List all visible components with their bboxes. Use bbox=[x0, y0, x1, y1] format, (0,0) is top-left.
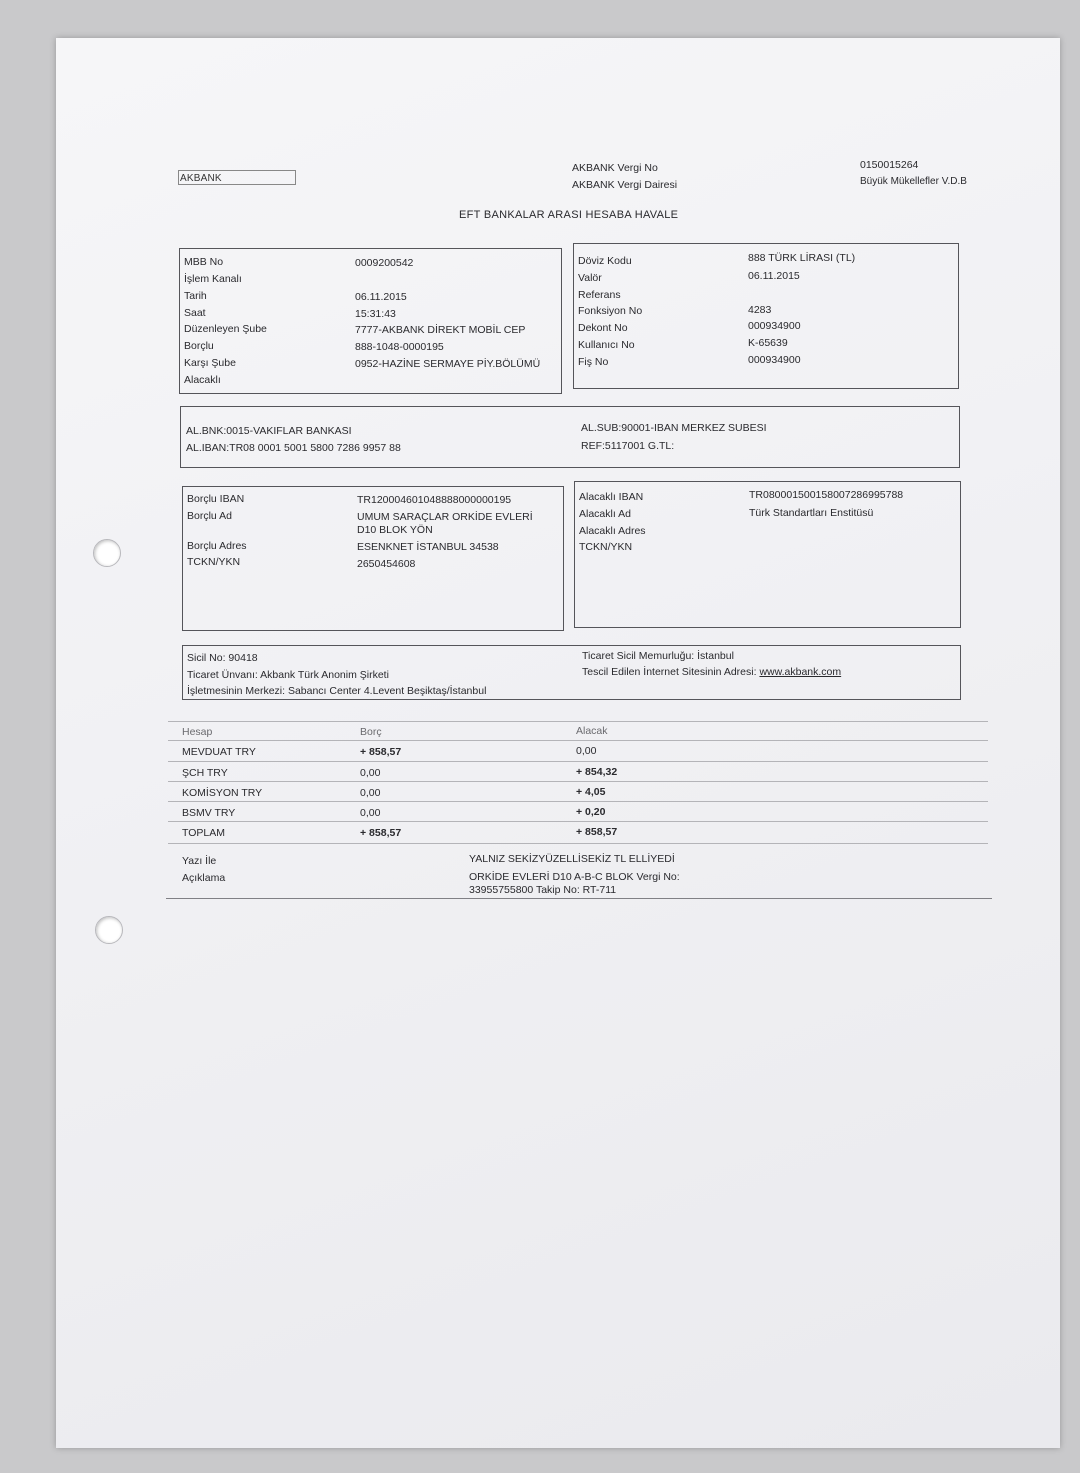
receiver-bank-name: AL.BNK:0015-VAKIFLAR BANKASI bbox=[186, 425, 352, 437]
value-dekont-no: 000934900 bbox=[748, 320, 801, 332]
ledger-bottom-rule bbox=[168, 843, 988, 844]
label-borclu-tckn: TCKN/YKN bbox=[187, 556, 241, 568]
label-borclu-ad: Borçlu Ad bbox=[187, 510, 232, 522]
punch-hole-top bbox=[93, 539, 121, 567]
label-kullanici-no: Kullanıcı No bbox=[578, 339, 635, 351]
ledger-row-1-borc: + 858,57 bbox=[360, 746, 402, 758]
ledger-header-rule bbox=[168, 740, 988, 741]
label-fonksiyon-no: Fonksiyon No bbox=[578, 305, 643, 317]
vergi-no-label: AKBANK Vergi No bbox=[572, 162, 658, 174]
label-mbb-no: MBB No bbox=[184, 256, 224, 268]
ledger-row-2-borc: 0,00 bbox=[360, 767, 381, 779]
footer-yazi-label: Yazı İle bbox=[182, 855, 217, 867]
ledger-row-5-borc: + 858,57 bbox=[360, 827, 402, 839]
vergi-dairesi-label: AKBANK Vergi Dairesi bbox=[572, 179, 678, 191]
value-doviz-kodu: 888 TÜRK LİRASI (TL) bbox=[748, 252, 856, 264]
ledger-row-5-hesap: TOPLAM bbox=[182, 827, 225, 839]
value-fis-no: 000934900 bbox=[748, 354, 801, 366]
ledger-row-1-alacak: 0,00 bbox=[576, 745, 597, 757]
ledger-row-4-hesap: BSMV TRY bbox=[182, 807, 236, 819]
label-alacakli-tckn: TCKN/YKN bbox=[579, 541, 633, 553]
label-alacakli-ad: Alacaklı Ad bbox=[579, 508, 631, 520]
label-borclu-iban: Borçlu IBAN bbox=[187, 493, 245, 505]
value-karsi-sube: 0952-HAZİNE SERMAYE PİY.BÖLÜMÜ bbox=[355, 358, 541, 370]
label-saat: Saat bbox=[184, 307, 206, 319]
registry-sicil: Sicil No: 90418 bbox=[187, 652, 258, 664]
value-borclu-ad-2: D10 BLOK YÖN bbox=[357, 524, 433, 536]
footer-aciklama-line2: 33955755800 Takip No: RT-711 bbox=[469, 884, 617, 896]
value-mbb-no: 0009200542 bbox=[355, 257, 414, 269]
value-tarih: 06.11.2015 bbox=[355, 291, 407, 303]
receiver-bank-box bbox=[180, 406, 960, 468]
label-doviz-kodu: Döviz Kodu bbox=[578, 255, 632, 267]
ledger-row-3-alacak: + 4,05 bbox=[576, 786, 606, 798]
registry-site bbox=[582, 667, 841, 678]
value-borclu: 888-1048-0000195 bbox=[355, 341, 444, 353]
punch-hole-bottom bbox=[95, 916, 123, 944]
ledger-row-3-hesap: KOMİSYON TRY bbox=[182, 787, 263, 799]
registry-site-link[interactable]: www.akbank.com bbox=[759, 666, 842, 678]
registry-unvan: Ticaret Ünvanı: Akbank Türk Anonim Şirketi bbox=[187, 669, 389, 681]
vergi-no-value: 0150015264 bbox=[860, 159, 919, 171]
value-alacakli-ad: Türk Standartları Enstitüsü bbox=[749, 507, 874, 519]
label-alacakli: Alacaklı bbox=[184, 374, 221, 386]
value-duzenleyen-sube: 7777-AKBANK DİREKT MOBİL CEP bbox=[355, 324, 526, 336]
ledger-row-1-hesap: MEVDUAT TRY bbox=[182, 746, 256, 758]
value-alacakli-iban: TR080001500158007286995788 bbox=[749, 489, 904, 501]
label-alacakli-iban: Alacaklı IBAN bbox=[579, 491, 644, 503]
label-duzenleyen-sube: Düzenleyen Şube bbox=[184, 323, 267, 335]
label-fis-no: Fiş No bbox=[578, 356, 609, 368]
label-islem-kanali: İşlem Kanalı bbox=[184, 273, 242, 285]
receiver-bank-sub: AL.SUB:90001-IBAN MERKEZ SUBESI bbox=[581, 422, 767, 434]
ledger-row-4-borc: 0,00 bbox=[360, 807, 381, 819]
label-borclu-adres: Borçlu Adres bbox=[187, 540, 247, 552]
value-borclu-iban: TR120004601048888000000195 bbox=[357, 494, 512, 506]
ledger-row-2-alacak: + 854,32 bbox=[576, 766, 618, 778]
footer-bottom-rule bbox=[166, 898, 992, 899]
value-borclu-tckn: 2650454608 bbox=[357, 558, 416, 570]
ledger-row-5-alacak: + 858,57 bbox=[576, 826, 618, 838]
value-fonksiyon-no: 4283 bbox=[748, 304, 772, 316]
creditor-box bbox=[574, 481, 961, 628]
label-borclu: Borçlu bbox=[184, 340, 214, 352]
vergi-dairesi-value: Büyük Mükellefler V.D.B bbox=[860, 176, 967, 187]
label-dekont-no: Dekont No bbox=[578, 322, 628, 334]
registry-merkez: İşletmesinin Merkezi: Sabancı Center 4.Levent Beşiktaş/İstanbul bbox=[187, 685, 487, 697]
value-borclu-adres: ESENKNET İSTANBUL 34538 bbox=[357, 541, 499, 553]
value-borclu-ad-1: UMUM SARAÇLAR ORKİDE EVLERİ bbox=[357, 511, 533, 523]
ledger-row-rule bbox=[168, 761, 988, 762]
ledger-row-rule bbox=[168, 821, 988, 822]
registry-site-label: Tescil Edilen İnternet Sitesinin Adresi: bbox=[582, 666, 757, 678]
footer-aciklama-label: Açıklama bbox=[182, 872, 226, 884]
label-tarih: Tarih bbox=[184, 290, 207, 302]
value-valor: 06.11.2015 bbox=[748, 270, 800, 282]
registry-memurluk: Ticaret Sicil Memurluğu: İstanbul bbox=[582, 650, 734, 662]
footer-aciklama-line1: ORKİDE EVLERİ D10 A-B-C BLOK Vergi No: bbox=[469, 871, 680, 883]
bank-logo-text: AKBANK bbox=[180, 173, 222, 184]
label-referans: Referans bbox=[578, 289, 621, 301]
ledger-top-rule bbox=[168, 721, 988, 722]
ledger-header-borc: Borç bbox=[360, 726, 382, 738]
document-title: EFT BANKALAR ARASI HESABA HAVALE bbox=[459, 209, 679, 221]
ledger-row-rule bbox=[168, 781, 988, 782]
ledger-header-alacak: Alacak bbox=[576, 725, 608, 737]
receiver-bank-iban: AL.IBAN:TR08 0001 5001 5800 7286 9957 88 bbox=[186, 442, 401, 454]
ledger-row-rule bbox=[168, 801, 988, 802]
value-saat: 15:31:43 bbox=[355, 308, 396, 320]
value-kullanici-no: K-65639 bbox=[748, 337, 788, 349]
ledger-row-2-hesap: ŞCH TRY bbox=[182, 767, 228, 779]
transaction-info-left bbox=[179, 248, 562, 394]
label-alacakli-adres: Alacaklı Adres bbox=[579, 525, 646, 537]
receiver-bank-ref: REF:5117001 G.TL: bbox=[581, 440, 675, 452]
label-valor: Valör bbox=[578, 272, 602, 284]
label-karsi-sube: Karşı Şube bbox=[184, 357, 236, 369]
ledger-row-3-borc: 0,00 bbox=[360, 787, 381, 799]
ledger-row-4-alacak: + 0,20 bbox=[576, 806, 606, 818]
bank-logo bbox=[178, 170, 296, 185]
ledger-header-hesap: Hesap bbox=[182, 726, 213, 738]
footer-yazi-value: YALNIZ SEKİZYÜZELLİSEKİZ TL ELLİYEDİ bbox=[469, 853, 675, 865]
